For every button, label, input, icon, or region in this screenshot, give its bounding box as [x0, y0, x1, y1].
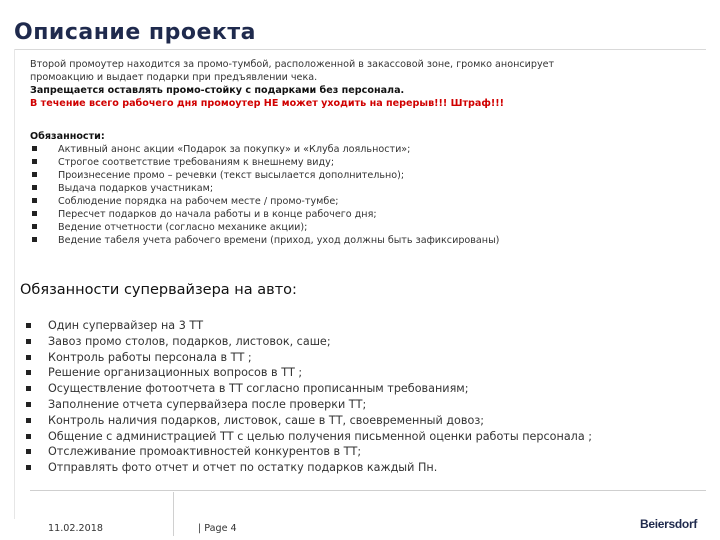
list-item: [30, 234, 700, 247]
square-bullet-icon: [32, 237, 37, 242]
list-item: [24, 397, 714, 413]
footer-separator: [173, 492, 174, 536]
supervisor-heading: Обязанности супервайзера на авто:: [20, 282, 297, 298]
square-bullet-icon: [32, 159, 37, 164]
side-divider: [14, 49, 15, 519]
square-bullet-icon: [32, 211, 37, 216]
list-item-text: Ведение отчетности (согласно механике акции);: [58, 222, 308, 233]
list-item-text: Выдача подарков участникам;: [58, 183, 214, 194]
header-divider: [14, 49, 706, 50]
list-item: [30, 182, 700, 195]
intro-warning: Запрещается оставлять промо-стойку с подарками без персонала.: [30, 85, 405, 96]
square-bullet-icon: [26, 434, 31, 439]
list-item-text: Завоз промо столов, подарков, листовок, саше;: [48, 334, 331, 348]
intro-penalty: В течение всего рабочего дня промоутер НЕ может уходить на перерыв!!! Штраф!!!: [30, 98, 505, 109]
list-item: [24, 460, 714, 476]
square-bullet-icon: [32, 185, 37, 190]
list-item-text: Ведение табеля учета рабочего времени (приход, уход должны быть зафиксированы): [58, 235, 500, 246]
page-title: Описание проекта: [14, 20, 256, 45]
list-item-text: Контроль наличия подарков, листовок, саше в ТТ, своевременный довоз;: [48, 413, 485, 427]
list-item: [24, 318, 714, 334]
square-bullet-icon: [32, 146, 37, 151]
square-bullet-icon: [32, 224, 37, 229]
supervisor-block: [24, 318, 714, 476]
duties-block: [30, 130, 700, 247]
list-item: [30, 221, 700, 234]
list-item: [30, 169, 700, 182]
square-bullet-icon: [32, 172, 37, 177]
list-item-text: Общение с администрацией ТТ с целью получения письменной оценки работы персонала ;: [48, 429, 593, 443]
square-bullet-icon: [26, 449, 31, 454]
list-item-text: Пересчет подарков до начала работы и в конце рабочего дня;: [58, 209, 377, 220]
intro-line-1: Второй промоутер находится за промо-тумбой, расположенной в закассовой зоне, громко анонсирует: [30, 59, 555, 70]
list-item-text: Контроль работы персонала в ТТ ;: [48, 350, 252, 364]
duties-list: [30, 143, 700, 247]
list-item: [24, 334, 714, 350]
list-item-text: Осуществление фотоотчета в ТТ согласно прописанным требованиям;: [48, 382, 469, 396]
list-item: [24, 413, 714, 429]
square-bullet-icon: [26, 418, 31, 423]
list-item-text: Соблюдение порядка на рабочем месте / промо-тумбе;: [58, 196, 339, 207]
footer-divider: [30, 490, 706, 491]
footer-page-number: | Page 4: [198, 523, 237, 534]
square-bullet-icon: [26, 386, 31, 391]
list-item: [24, 381, 714, 397]
brand-logo: Beiersdorf: [640, 517, 698, 531]
list-item-text: Отправлять фото отчет и отчет по остатку подарков каждый Пн.: [48, 461, 438, 475]
duties-heading: Обязанности:: [30, 131, 105, 142]
square-bullet-icon: [26, 402, 31, 407]
list-item-text: Активный анонс акции «Подарок за покупку» и «Клуба лояльности»;: [58, 144, 411, 155]
square-bullet-icon: [26, 339, 31, 344]
list-item: [24, 365, 714, 381]
footer-date: 11.02.2018: [48, 523, 103, 534]
list-item-text: Заполнение отчета супервайзера после проверки ТТ;: [48, 397, 367, 411]
intro-block: [30, 58, 700, 110]
list-item: [24, 429, 714, 445]
list-item: [30, 143, 700, 156]
list-item: [24, 350, 714, 366]
intro-line-2: промоакцию и выдает подарки при предъявлении чека.: [30, 72, 318, 83]
list-item-text: Решение организационных вопросов в ТТ ;: [48, 366, 303, 380]
list-item-text: Строгое соответствие требованиям к внешнему виду;: [58, 157, 335, 168]
list-item: [30, 195, 700, 208]
list-item-text: Один супервайзер на 3 ТТ: [48, 319, 204, 332]
square-bullet-icon: [26, 323, 31, 328]
supervisor-list: [24, 318, 714, 476]
list-item-text: Произнесение промо – речевки (текст высылается дополнительно);: [58, 170, 405, 181]
square-bullet-icon: [26, 465, 31, 470]
list-item: [24, 444, 714, 460]
list-item: [30, 156, 700, 169]
square-bullet-icon: [26, 370, 31, 375]
square-bullet-icon: [32, 198, 37, 203]
square-bullet-icon: [26, 355, 31, 360]
list-item-text: Отслеживание промоактивностей конкурентов в ТТ;: [48, 445, 362, 459]
list-item: [30, 208, 700, 221]
